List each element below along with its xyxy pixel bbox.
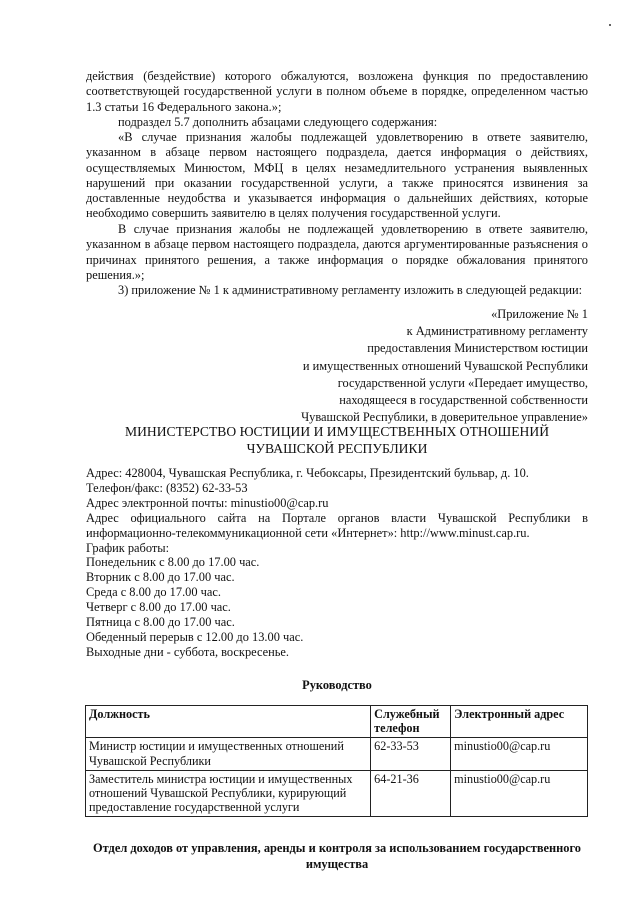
appendix-header-line: к Административному регламенту [406,324,588,339]
appendix-header-line: предоставления Министерством юстиции [367,341,588,356]
appendix-header-line: «Приложение № 1 [491,307,588,321]
table-row [86,738,588,770]
schedule-label: График работы: [86,540,170,555]
appendix-header-line: находящееся в государственной собственности [339,393,588,408]
scan-speck [609,24,611,26]
schedule-line: Пятница с 8.00 до 17.00 час. [86,615,235,630]
column-header-email: Электронный адрес [451,706,588,738]
appendix-header-line: и имущественных отношений Чувашской Республики [302,358,588,373]
schedule-line: Среда с 8.00 до 17.00 час. [86,585,221,600]
contact-address: Адрес: 428004, Чувашская Республика, г. Чебоксары, Президентский бульвар, д. 10. [86,466,529,480]
cell-position: Министр юстиции и имущественных отношений Чувашской Республики [86,738,371,770]
cell-phone: 62-33-53 [371,738,451,770]
schedule-line: Понедельник с 8.00 до 17.00 час. [86,555,260,570]
contact-email: Адрес электронной почты: minustio00@cap.ru [86,495,329,510]
column-header-position: Должность [86,706,371,738]
column-header-phone: Служебный телефон [371,706,451,738]
paragraph-complaint-satisfied: «В случае признания жалобы подлежащей удовлетворению в ответе заявителю, указанном в абзаце первом настоящего подраздела, дается информация о действиях, осуществляемых Минюстом, МФЦ в целях незамедлительного устранения выявленных нарушений при оказании государственной услуги, а также приносятся извинения за доставленные неудобства и указывается информация о дальнейших действиях, которые необходимо совершить заявителю в целях получения государственной услуги. [86,130,588,221]
schedule-line: Вторник с 8.00 до 17.00 час. [86,570,235,585]
cell-email: minustio00@cap.ru [451,738,588,770]
department-title: Отдел доходов от управления, аренды и контроля за использованием государственного имущества [92,841,582,871]
ministry-title: МИНИСТЕРСТВО ЮСТИЦИИ И ИМУЩЕСТВЕННЫХ ОТНОШЕНИЙ ЧУВАШСКОЙ РЕСПУБЛИКИ [124,424,550,456]
appendix-header [260,306,588,426]
cell-email: minustio00@cap.ru [451,770,588,817]
table-header-row [86,706,588,738]
cell-position: Заместитель министра юстиции и имущественных отношений Чувашской Республики, курирующий предоставление государственной услуги [86,770,371,817]
schedule-line: Выходные дни - суббота, воскресенье. [86,644,289,659]
paragraph-appendix-instruction: 3) приложение № 1 к административному регламенту изложить в следующей редакции: [118,283,583,297]
appendix-header-line: государственной услуги «Передает имущество, [337,375,588,390]
schedule-line: Обеденный перерыв с 12.00 до 13.00 час. [86,629,304,644]
leadership-table [85,705,588,817]
table-row [86,770,588,817]
appendix-header-line: Чувашской Республики, в доверительное управление» [301,410,588,425]
paragraph-continuation: действия (бездействие) которого обжалуются, возложена функция по предоставлению соответствующей государственной услуги в полном объеме в порядке, определенном частью 1.3 статьи 16 Федерального закона.»; [86,69,588,114]
paragraph-subsection-5-7: подраздел 5.7 дополнить абзацами следующего содержания: [118,115,438,129]
cell-phone: 64-21-36 [371,770,451,817]
contact-phone: Телефон/факс: (8352) 62-33-53 [86,480,248,495]
contact-website: Адрес официального сайта на Портале органов власти Чувашской Республики в информационно-телекоммуникационной сети «Интернет»: http://www.minust.cap.ru. [86,510,588,540]
paragraph-complaint-rejected: В случае признания жалобы не подлежащей удовлетворению в ответе заявителю, указанном в абзаце первом настоящего подраздела, даются аргументированные разъяснения о причинах принятого решения, а также информация о порядке обжалования принятого решения.»; [86,222,588,282]
contact-block [86,466,588,660]
schedule-line: Четверг с 8.00 до 17.00 час. [86,600,231,615]
leadership-heading: Руководство [302,678,372,692]
